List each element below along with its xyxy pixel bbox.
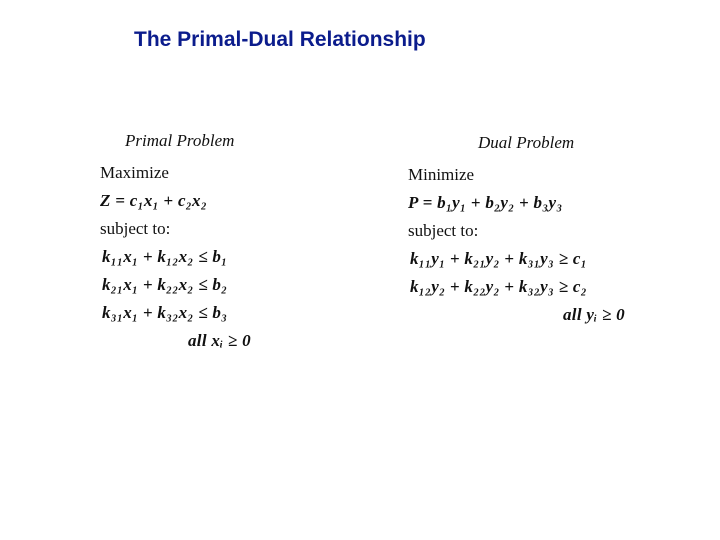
primal-objective-label: Maximize bbox=[100, 163, 169, 182]
dual-problem-panel bbox=[408, 133, 668, 329]
slide-title: The Primal-Dual Relationship bbox=[134, 28, 426, 51]
primal-problem-panel bbox=[100, 131, 310, 355]
primal-objective-function: Z = c₁x₁ + c₂x₂ bbox=[100, 191, 208, 210]
primal-constraint-1: k₁₁x₁ + k₁₂x₂ ≤ b₁ bbox=[102, 247, 228, 266]
primal-constraint-2: k₂₁x₁ + k₂₂x₂ ≤ b₂ bbox=[102, 275, 228, 294]
primal-heading: Primal Problem bbox=[125, 131, 235, 150]
dual-objective-function: P = b₁y₁ + b₂y₂ + b₃y₃ bbox=[408, 193, 563, 212]
dual-nonnegativity: all yᵢ ≥ 0 bbox=[563, 305, 625, 324]
dual-heading: Dual Problem bbox=[478, 133, 575, 152]
primal-constraint-3: k₃₁x₁ + k₃₂x₂ ≤ b₃ bbox=[102, 303, 228, 322]
primal-nonnegativity: all xᵢ ≥ 0 bbox=[188, 331, 251, 350]
dual-constraint-1: k₁₁y₁ + k₂₁y₂ + k₃₁y₃ ≥ c₁ bbox=[410, 249, 587, 268]
dual-constraint-2: k₁₂y₂ + k₂₂y₂ + k₃₂y₃ ≥ c₂ bbox=[410, 277, 587, 296]
dual-objective-label: Minimize bbox=[408, 165, 475, 184]
primal-subject-to: subject to: bbox=[100, 219, 171, 238]
dual-subject-to: subject to: bbox=[408, 221, 479, 240]
